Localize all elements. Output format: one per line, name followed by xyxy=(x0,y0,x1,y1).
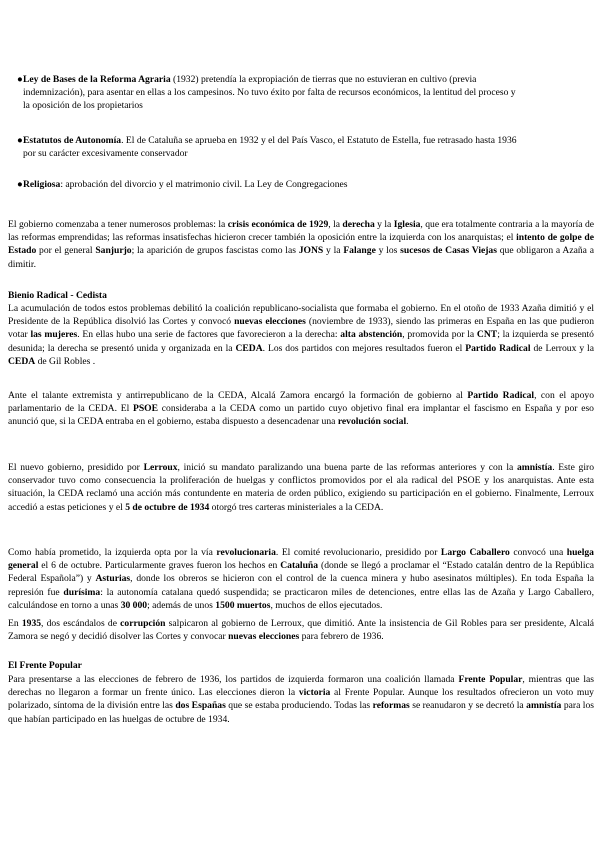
bold-term: 30 000 xyxy=(120,599,148,611)
bold-term: Estatutos de Autonomía xyxy=(23,135,122,146)
bold-term: Falange xyxy=(343,245,376,257)
bold-term: revolución social xyxy=(337,416,407,428)
bold-term: PSOE xyxy=(132,403,159,415)
bold-term: las mujeres xyxy=(30,329,78,341)
bold-term: Iglesia xyxy=(393,219,421,230)
paragraph-escandalos-1935: En 1935, dos escándalos de corrupción salpicaron al gobierno de Lerroux, que dimitió. Ante la insistencia de Gil Robles para ser presidente, Alcalá Zamora se negó y decidió disolver las Cortes y convocar nuevas elecciones para febrero de 1936. xyxy=(8,618,595,643)
bold-term: Lerroux xyxy=(143,462,178,473)
paragraph-elecciones-1933: La acumulación de todos estos problemas debilitó la coalición republicano-socialista que formaba el gobierno. En el otoño de 1933 Azaña dimitió y el Presidente de la República disolvió las Cortes y convocó nuevas elecciones (noviembre de 1933), siendo las primeras en España en las que pudieron votar las mujeres. En ellas hubo una serie de factores que favorecieron a la derecha: alta abstención, promovida por la CNT; la izquierda se presentó desunida; la derecha se presentó unida y organizada en la CEDA. Los dos partidos con mejores resultados fueron el Partido Radical de Lerroux y la CEDA de Gil Robles . xyxy=(8,303,594,367)
bullet-mark: ● xyxy=(17,74,23,85)
paragraph-gobierno-lerroux: El nuevo gobierno, presidido por Lerroux, inició su mandato paralizando una buena parte de las reformas anteriores y con la amnistía. Este giro conservador tuvo como consecuencia la proliferación de huelgas y conflictos promovidos por el ala radical del PSOE y los anarquistas. Ante esta situación, la CEDA reclamó una acción más contundente en materia de orden público, exigiendo su participación en el gobierno. Finalmente, Lerroux accedió a estas peticiones y el 5 de octubre de 1934 otorgó tres carteras ministeriales a la CEDA. xyxy=(8,462,594,513)
bold-term: revolucionaria xyxy=(216,547,276,558)
heading-bienio-radical-cedista: Bienio Radical - Cedista xyxy=(8,290,107,301)
bullet-mark: ● xyxy=(17,179,23,190)
bullet-religiosa xyxy=(17,178,597,191)
bold-term: Religiosa xyxy=(23,179,61,190)
bullet-line: por su carácter excesivamente conservador xyxy=(23,148,188,160)
bold-term: victoria xyxy=(298,687,331,699)
bold-term: sucesos de Casas Viejas xyxy=(400,245,497,257)
bold-term: amnistía xyxy=(517,462,553,473)
bold-term: huelga general xyxy=(8,547,594,572)
paragraph-problemas-gobierno: El gobierno comenzaba a tener numerosos problemas: la crisis económica de 1929, la derecha y la Iglesia, que era totalmente contraria a la mayoría de las reformas emprendidas; las reformas insatisfechas hicieron crecer también la oposición entre la izquierda con los anarquistas; el intento de golpe de Estado por el general Sanjurjo; la aparición de grupos fascistas como las JONS y la Falange y los sucesos de Casas Viejas que obligaron a Azaña a dimitir. xyxy=(8,219,595,270)
bold-term: derecha xyxy=(342,219,375,230)
bold-term: crisis económica de 1929 xyxy=(227,219,329,230)
bold-term: nuevas elecciones xyxy=(228,631,300,643)
bold-term: intento de golpe de Estado xyxy=(8,232,594,257)
bold-term: Largo Caballero xyxy=(440,547,510,558)
bold-term: corrupción xyxy=(120,618,166,629)
bold-term: CEDA xyxy=(235,342,263,354)
bullet-line: la oposición de los propietarios xyxy=(23,100,143,112)
bullet-line: Estatutos de Autonomía. El de Cataluña se aprueba en 1932 y el del País Vasco, el Estatuto de Estella, fue retrasado hasta 1936 xyxy=(23,135,517,146)
bullet-mark: ● xyxy=(17,135,23,146)
paragraph-elecciones-1936: Para presentarse a las elecciones de febrero de 1936, los partidos de izquierda formaron una coalición llamada Frente Popular, mientras que las derechas no llegaron a formar un frente único. Las elecciones dieron la victoria al Frente Popular. Aunque los resultados ofrecieron un voto muy polarizado, síntoma de la división entre las dos Españas que se estaba produciendo. Todas las reformas se reanudaron y se decretó la amnistía para los que habían participado en las huelgas de octubre de 1934. xyxy=(8,674,595,725)
bold-term: alta abstención xyxy=(340,329,403,341)
paragraph-gobierno-radical: Ante el talante extremista y antirrepublicano de la CEDA, Alcalá Zamora encargó la formación de gobierno al Partido Radical, con el apoyo parlamentario de la CEDA. El PSOE consideraba a la CEDA como un partido cuyo objetivo final era implantar el fascismo en España y por eso anunció que, si la CEDA entraba en el gobierno, estaba dispuesto a desencadenar una revolución social. xyxy=(8,390,594,428)
bold-term: 5 de octubre de 1934 xyxy=(125,501,210,513)
bullet-line: Ley de Bases de la Reforma Agraria (1932) pretendía la expropiación de tierras que no estuvieran en cultivo (previa xyxy=(23,74,477,85)
bold-term: CEDA xyxy=(8,355,36,367)
bullet-text xyxy=(17,134,597,160)
bold-term: Partido Radical xyxy=(465,342,531,354)
bullet-line: indemnización), para asentar en ellas a los campesinos. No tuvo éxito por falta de recursos económicos, la lentitud del proceso y xyxy=(23,87,516,99)
heading-frente-popular: El Frente Popular xyxy=(8,660,82,671)
bullet-text xyxy=(17,73,597,113)
bold-term: Sanjurjo xyxy=(95,245,132,257)
bold-term: Partido Radical xyxy=(467,390,535,401)
bold-term: 1935 xyxy=(21,618,42,629)
bold-term: durísima xyxy=(63,586,101,598)
bold-term: amnistía xyxy=(526,700,562,712)
bold-term: Frente Popular xyxy=(458,674,523,685)
bold-term: JONS xyxy=(298,245,324,257)
bullet-reforma-agraria xyxy=(17,73,597,113)
bold-term: Cataluña xyxy=(280,560,319,572)
bold-term: nuevas elecciones xyxy=(234,316,306,328)
paragraph-revolucion-1934: Como había prometido, la izquierda opta por la vía revolucionaria. El comité revolucionario, presidido por Largo Caballero convocó una huelga general el 6 de octubre. Particularmente graves fueron los hechos en Cataluña (donde se llegó a proclamar el “Estado catalán dentro de la República Federal Española”) y Asturias, donde los obreros se hicieron con el control de la cuenca minera y hubo asesinatos múltiples). En toda España la represión fue durísima: la autonomía catalana quedó suspendida; se practicaron miles de detenciones, entre ellas las de Azaña y Largo Caballero, calculándose en torno a unas 30 000; además de unos 1500 muertos, muchos de ellos ejecutados. xyxy=(8,547,594,611)
bullet-line: Religiosa: aprobación del divorcio y el matrimonio civil. La Ley de Congregaciones xyxy=(23,179,348,190)
bold-term: Ley de Bases de la Reforma Agraria xyxy=(23,74,171,85)
bold-term: reformas xyxy=(372,700,410,712)
bold-term: dos Españas xyxy=(175,700,226,712)
bullet-estatutos-autonomia xyxy=(17,134,597,160)
bold-term: Asturias xyxy=(95,573,131,585)
bullet-text xyxy=(17,178,597,191)
bold-term: 1500 muertos xyxy=(215,599,271,611)
bold-term: CNT xyxy=(476,329,498,341)
